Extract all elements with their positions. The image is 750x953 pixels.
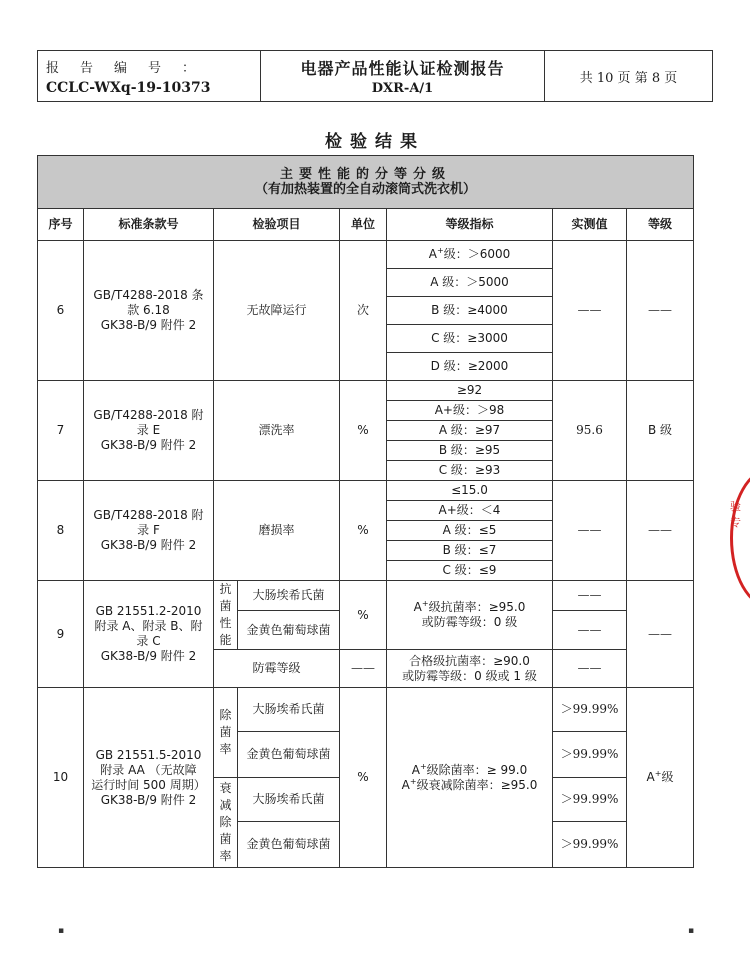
row-measured: —— [553, 581, 627, 611]
col-grade: 等级指标 [387, 209, 553, 241]
standard-line: GK38-B/9 附件 2 [100, 538, 197, 552]
col-unit: 单位 [340, 209, 387, 241]
grade-cell: B 级：≥95 [387, 441, 553, 461]
grade-sup: + [436, 246, 444, 255]
label-char: 抗 [219, 582, 232, 596]
table-banner [38, 156, 694, 209]
table-row [38, 688, 694, 732]
table-row [38, 241, 694, 269]
grade-cell: C 级：≥93 [387, 461, 553, 481]
standard-line: GB 21551.5-2010 [95, 747, 202, 762]
standard-line: GB/T4288-2018 附 [93, 408, 204, 422]
sub-item: 金黄色葡萄球菌 [238, 611, 340, 650]
sub-item: 大肠埃希氏菌 [238, 688, 340, 732]
report-number-cell [38, 51, 261, 101]
grade-cell: C 级：≥3000 [387, 325, 553, 353]
standard-line: 录 F [137, 523, 160, 537]
row-unit: 次 [340, 241, 387, 381]
grade-cell: ≥92 [387, 381, 553, 401]
row-no: 8 [38, 481, 84, 581]
mold-unit: —— [340, 650, 387, 688]
label-char: 菌 [219, 599, 232, 613]
grade-sup: + [409, 776, 417, 786]
grade-cell: B 级：≤7 [387, 541, 553, 561]
row-measured: ＞99.99% [553, 732, 627, 778]
row-measured: ＞99.99% [553, 778, 627, 822]
label-char: 除 [219, 708, 232, 722]
grade-sup: + [421, 599, 429, 608]
col-level: 等级 [627, 209, 694, 241]
seal-text: 验 专 [730, 500, 741, 529]
grade-cell: A+级：＞98 [387, 401, 553, 421]
banner-line-1: 主要性能的分等分级 [280, 167, 452, 182]
mold-grade [387, 650, 553, 688]
row-item: 无故障运行 [214, 241, 340, 381]
level-text: 级 [661, 770, 674, 784]
column-header-row [38, 209, 694, 241]
standard-line: GK38-B/9 附件 2 [100, 649, 197, 663]
row-measured: —— [553, 481, 627, 581]
banner-line-2: （有加热装置的全自动滚筒式洗衣机） [255, 182, 477, 197]
row-measured: —— [553, 241, 627, 381]
col-measured: 实测值 [553, 209, 627, 241]
grade-cell: A+级：＜4 [387, 501, 553, 521]
section-title: 检验结果 [325, 132, 425, 152]
corner-mark-left: ▪ [58, 926, 65, 936]
table-row [38, 581, 694, 611]
row-measured: 95.6 [553, 381, 627, 481]
report-header [37, 50, 713, 102]
grade-text: A [413, 600, 422, 614]
grade-text: 或防霉等级：0 级或 1 级 [402, 668, 537, 683]
grade-cell: A 级：≤5 [387, 521, 553, 541]
grade-cell: ≤15.0 [387, 481, 553, 501]
grade-cell: C 级：≤9 [387, 561, 553, 581]
results-table [37, 155, 694, 868]
row-no: 7 [38, 381, 84, 481]
grade-sup: + [419, 761, 427, 771]
report-title-cell [261, 51, 545, 101]
report-number-label: 报告编号： [46, 60, 217, 76]
report-number: CCLC-WXq-19-10373 [46, 79, 211, 96]
report-code: DXR-A/1 [371, 81, 434, 96]
grade-text: 级除菌率：≥ 99.0 [426, 762, 528, 777]
grade-text: 级：＞6000 [443, 247, 511, 261]
grade-cell [387, 688, 553, 868]
grade-text: A [411, 762, 420, 777]
label-char: 菌 [219, 832, 232, 846]
page-info: 共 10 页 第 8 页 [579, 70, 678, 86]
corner-mark-right: ▪ [688, 926, 695, 936]
label-char: 除 [219, 815, 232, 829]
standard-line: 录 C [136, 634, 161, 648]
grade-text: A [428, 247, 437, 261]
standard-line: GB/T4288-2018 条 [93, 288, 204, 302]
label-char: 率 [219, 849, 232, 863]
label-char: 衰 [219, 781, 232, 795]
grade-cell: B 级：≥4000 [387, 297, 553, 325]
standard-line: 附录 A、附录 B、附 [94, 619, 203, 633]
standard-line: GB 21551.2-2010 [95, 604, 202, 618]
grade-cell: D 级：≥2000 [387, 353, 553, 381]
grade-cell [387, 581, 553, 650]
row-unit: % [340, 481, 387, 581]
red-seal-stamp [722, 468, 750, 608]
level-text: A [646, 770, 655, 784]
mold-item: 防霉等级 [214, 650, 340, 688]
group-label-removal [214, 688, 238, 778]
row-standard [84, 381, 214, 481]
standard-line: GK38-B/9 附件 2 [100, 438, 197, 452]
sub-item: 金黄色葡萄球菌 [238, 732, 340, 778]
grade-text: 级衰减除菌率：≥95.0 [416, 777, 538, 792]
col-item: 检验项目 [214, 209, 340, 241]
label-char: 率 [219, 742, 232, 756]
label-char: 菌 [219, 725, 232, 739]
grade-cell [387, 241, 553, 269]
grade-text: 或防霉等级：0 级 [421, 615, 518, 629]
row-no: 9 [38, 581, 84, 688]
standard-line: GK38-B/9 附件 2 [100, 318, 197, 332]
sub-item: 大肠埃希氏菌 [238, 581, 340, 611]
row-unit: % [340, 381, 387, 481]
row-standard [84, 241, 214, 381]
row-level [627, 688, 694, 868]
standard-line: 款 6.18 [127, 303, 170, 317]
sub-item: 大肠埃希氏菌 [238, 778, 340, 822]
standard-line: GK38-B/9 附件 2 [100, 792, 197, 807]
table-row [38, 481, 694, 501]
table-row [38, 381, 694, 401]
grade-text: 级抗菌率：≥95.0 [428, 600, 526, 614]
grade-text: 合格级抗菌率：≥90.0 [409, 653, 530, 668]
standard-line: 运行时间 500 周期） [91, 777, 206, 792]
level-sup: + [654, 769, 662, 778]
row-level: —— [627, 581, 694, 688]
grade-text: A [401, 777, 410, 792]
standard-line: 录 E [136, 423, 161, 437]
row-unit: % [340, 688, 387, 868]
row-measured: ＞99.99% [553, 822, 627, 868]
seal-ring [730, 468, 750, 608]
row-level: B 级 [627, 381, 694, 481]
row-item: 磨损率 [214, 481, 340, 581]
row-item: 漂洗率 [214, 381, 340, 481]
grade-cell: A 级：≥97 [387, 421, 553, 441]
col-no: 序号 [38, 209, 84, 241]
row-standard [84, 688, 214, 868]
mold-measured: —— [553, 650, 627, 688]
row-measured: —— [553, 611, 627, 650]
sub-item: 金黄色葡萄球菌 [238, 822, 340, 868]
group-label-decay [214, 778, 238, 868]
row-no: 10 [38, 688, 84, 868]
grade-cell: A 级：＞5000 [387, 269, 553, 297]
col-standard: 标准条款号 [84, 209, 214, 241]
row-standard [84, 581, 214, 688]
standard-line: 附录 AA （无故障 [100, 762, 197, 777]
row-measured: ＞99.99% [553, 688, 627, 732]
label-char: 减 [219, 798, 232, 812]
row-standard [84, 481, 214, 581]
label-char: 能 [219, 633, 232, 647]
page-info-cell [545, 51, 712, 101]
standard-line: GB/T4288-2018 附 [93, 508, 204, 522]
row-level: —— [627, 241, 694, 381]
row-no: 6 [38, 241, 84, 381]
label-char: 性 [219, 616, 232, 630]
row-level: —— [627, 481, 694, 581]
row-unit: % [340, 581, 387, 650]
report-title: 电器产品性能认证检测报告 [300, 59, 505, 78]
group-label-antibacterial [214, 581, 238, 650]
